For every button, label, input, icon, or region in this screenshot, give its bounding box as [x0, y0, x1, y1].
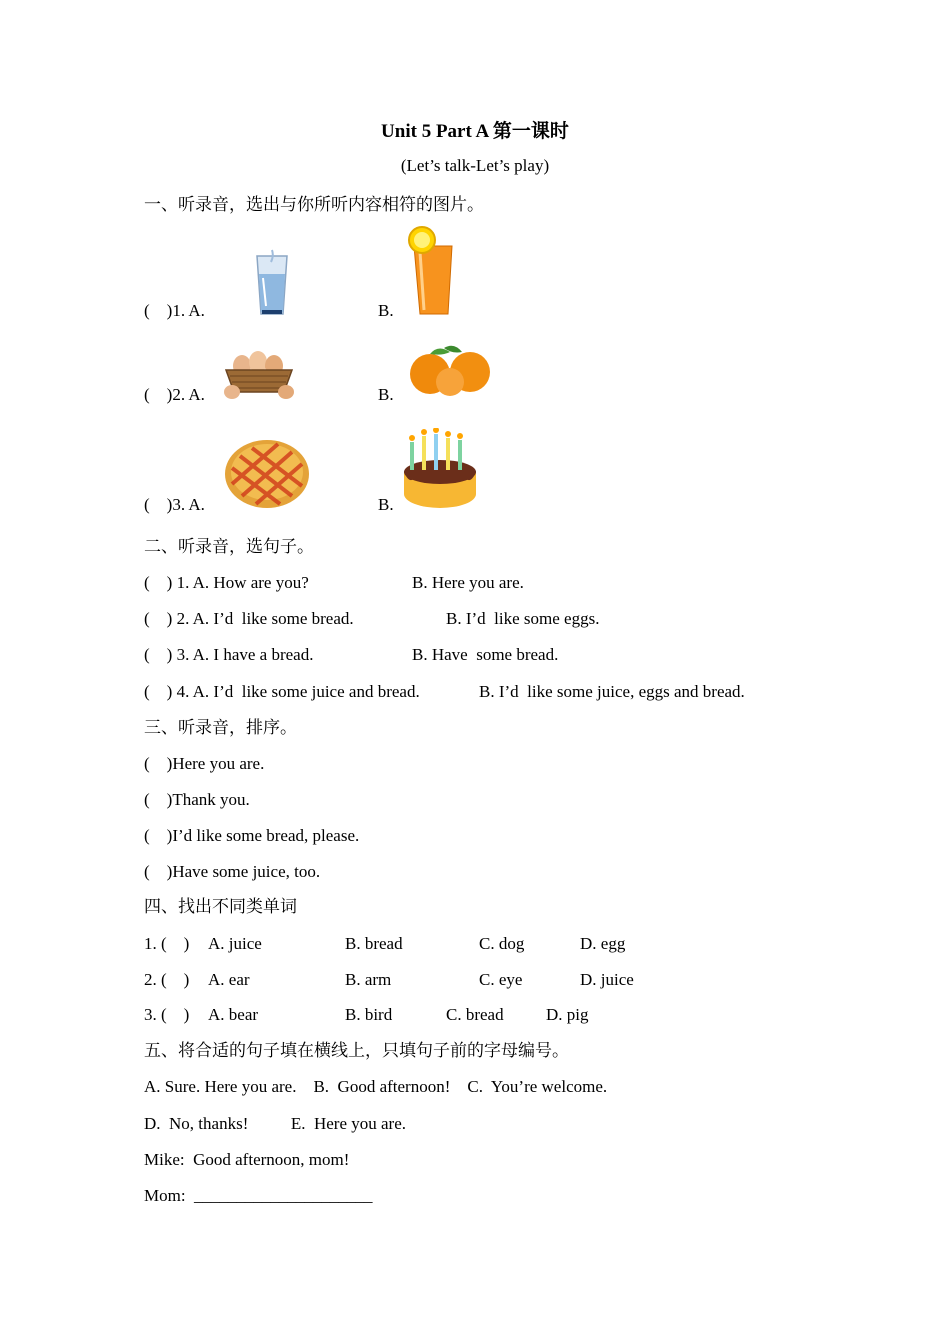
s2-item1-b: B. Here you are.	[412, 573, 524, 592]
s2-item3-a: ( ) 3. A. I have a bread.	[144, 645, 314, 664]
s4-item1-c: C. dog	[479, 934, 525, 953]
s2-item4-a: ( ) 4. A. I’d like some juice and bread.	[144, 682, 420, 701]
s1-item1-prefix: ( )1. A.	[144, 301, 205, 320]
s4-item3-b: B. bird	[345, 1005, 393, 1024]
s3-item3: ( )I’d like some bread, please.	[144, 826, 360, 845]
s2-item4-b: B. I’d like some juice, eggs and bread.	[479, 682, 745, 701]
egg-basket-icon	[220, 346, 298, 400]
s3-item2: ( )Thank you.	[144, 790, 250, 809]
s3-item1: ( )Here you are.	[144, 754, 265, 773]
s2-item1-a: ( ) 1. A. How are you?	[144, 573, 309, 592]
s5-options-line2: D. No, thanks! E. Here you are.	[144, 1114, 407, 1133]
section3-heading: 三、听录音，排序。	[144, 718, 297, 737]
s5-dialogue-mike: Mike: Good afternoon, mom!	[144, 1150, 350, 1169]
s2-item2-a: ( ) 2. A. I’d like some bread.	[144, 609, 354, 628]
s4-item1-b: B. bread	[345, 934, 403, 953]
page-title: Unit 5 Part A 第一课时	[381, 121, 569, 142]
s4-item1-num: 1. ( )	[144, 934, 190, 953]
s4-item1-d: D. egg	[580, 934, 626, 953]
s1-item3-prefix: ( )3. A.	[144, 495, 205, 514]
section4-heading: 四、找出不同类单词	[144, 897, 297, 916]
s5-options-line1: A. Sure. Here you are. B. Good afternoon! C. You’re welcome.	[144, 1077, 608, 1096]
s1-item2-b: B.	[378, 385, 394, 404]
s2-item2-b: B. I’d like some eggs.	[446, 609, 600, 628]
tangerines-icon	[404, 342, 494, 400]
s2-item3-b: B. Have some bread.	[412, 645, 559, 664]
s4-item3-d: D. pig	[546, 1005, 589, 1024]
s4-item1-a: A. juice	[208, 934, 262, 953]
s4-item2-b: B. arm	[345, 970, 392, 989]
s4-item2-c: C. eye	[479, 970, 523, 989]
s1-item3-b: B.	[378, 495, 394, 514]
s4-item2-a: A. ear	[208, 970, 250, 989]
section5-heading: 五、将合适的句子填在横线上，只填句子前的字母编号。	[144, 1041, 569, 1060]
s4-item3-num: 3. ( )	[144, 1005, 190, 1024]
bread-bun-icon	[222, 436, 312, 510]
water-glass-icon	[252, 246, 292, 318]
s1-item2-prefix: ( )2. A.	[144, 385, 205, 404]
s4-item2-d: D. juice	[580, 970, 634, 989]
s5-dialogue-mom[interactable]: Mom: _____________________	[144, 1186, 373, 1205]
section2-heading: 二、听录音，选句子。	[144, 537, 314, 556]
s4-item3-a: A. bear	[208, 1005, 259, 1024]
s4-item2-num: 2. ( )	[144, 970, 190, 989]
s1-item1-b: B.	[378, 301, 394, 320]
page-subtitle: (Let’s talk-Let’s play)	[400, 156, 550, 175]
birthday-cake-icon	[400, 428, 480, 512]
section1-heading: 一、听录音，选出与你所听内容相符的图片。	[144, 195, 484, 214]
s4-item3-c: C. bread	[446, 1005, 504, 1024]
s3-item4: ( )Have some juice, too.	[144, 862, 321, 881]
orange-juice-icon	[402, 226, 462, 318]
